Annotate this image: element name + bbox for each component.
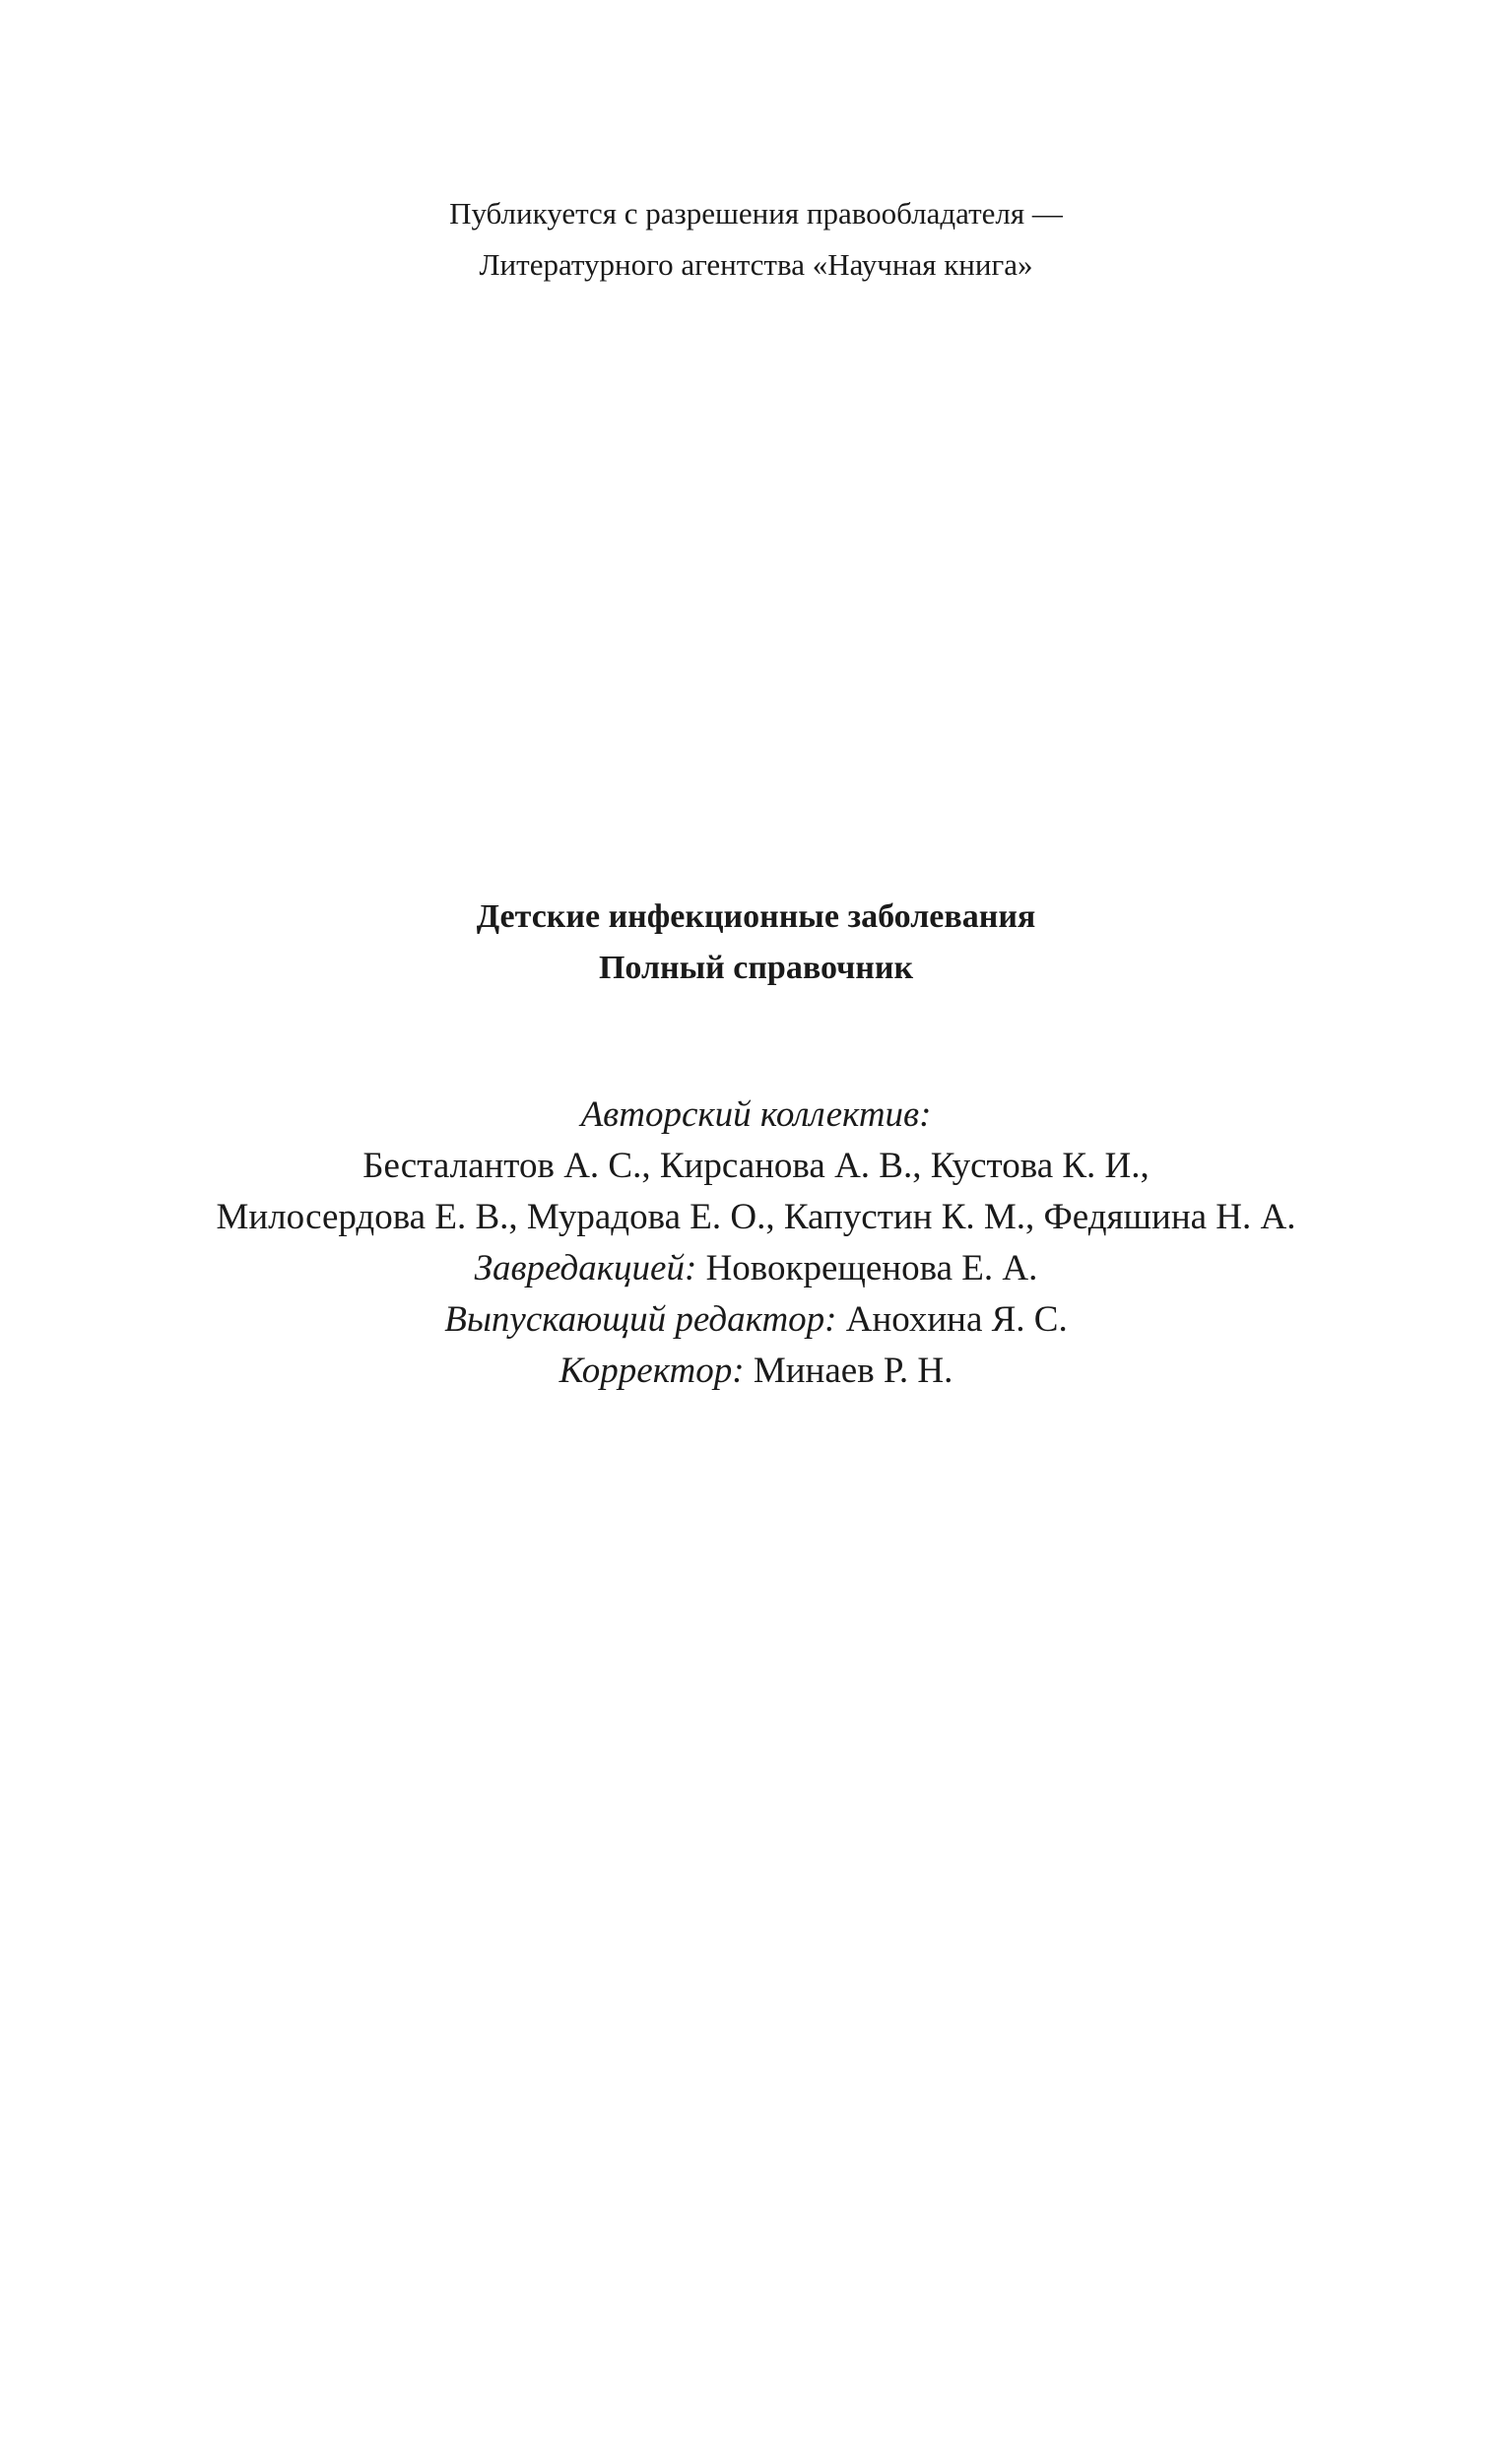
editor-in-chief-label: Завредакцией: <box>474 1248 697 1288</box>
credits-block <box>0 1089 1512 1397</box>
managing-editor-label: Выпускающий редактор: <box>444 1299 837 1340</box>
proofreader-name: Минаев Р. Н. <box>753 1351 953 1391</box>
book-title <box>0 891 1512 994</box>
authors-line-1: Бесталантов А. С., Кирсанова А. В., Кустова К. И., <box>362 1146 1150 1186</box>
editor-in-chief-credit <box>0 1243 1512 1294</box>
managing-editor-name: Анохина Я. С. <box>845 1299 1068 1340</box>
editor-in-chief-name: Новокрещенова Е. А. <box>705 1248 1038 1288</box>
proofreader-label: Корректор: <box>559 1351 745 1391</box>
permission-line-2: Литературного агентства «Научная книга» <box>479 247 1033 282</box>
title-line-2: Полный справочник <box>598 950 914 986</box>
permission-notice <box>0 188 1512 291</box>
authors-line-2: Милосердова Е. В., Мурадова Е. О., Капустин К. М., Федяшина Н. А. <box>216 1197 1296 1237</box>
title-line-1: Детские инфекционные заболевания <box>476 898 1036 935</box>
authors-label: Авторский коллектив: <box>580 1094 932 1135</box>
permission-line-1: Публикуется с разрешения правообладателя — <box>449 196 1063 231</box>
proofreader-credit <box>0 1346 1512 1397</box>
managing-editor-credit <box>0 1294 1512 1346</box>
